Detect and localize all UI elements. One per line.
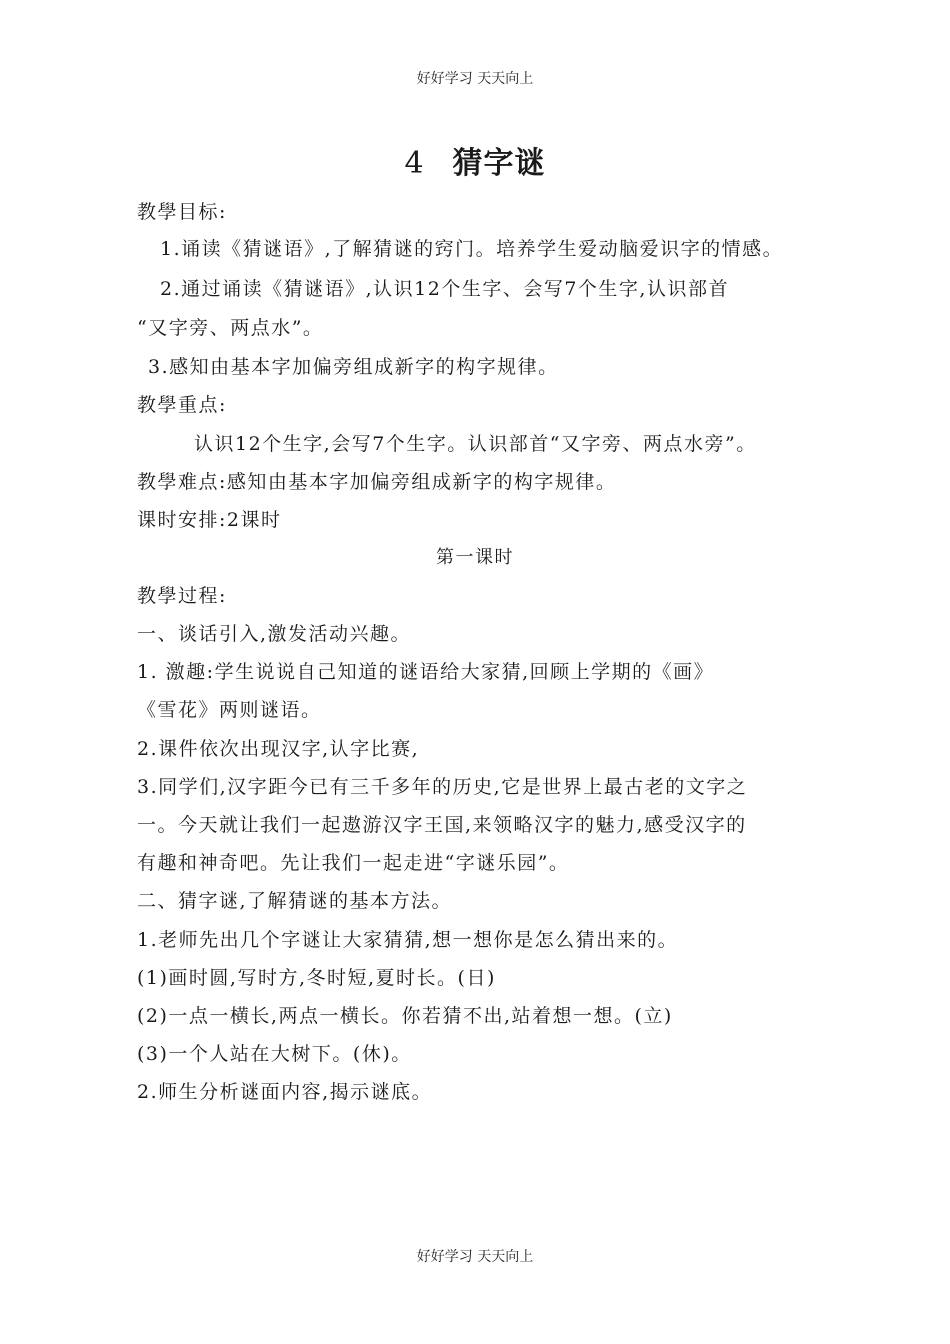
step-two-item-1: 1.老师先出几个字谜让大家猜猜,想一想你是怎么猜出来的。 [137,929,679,951]
section-heading-objectives: 教學目标: [137,201,227,223]
section-heading-key-points: 教學重点: [137,394,227,416]
step-one-item-3-line-3: 有趣和神奇吧。先让我们一起走进“字谜乐园”。 [137,852,570,874]
step-one-item-1-continued: 《雪花》两则谜语。 [137,699,322,721]
riddle-2: (2)一点一横长,两点一横长。你若猜不出,站着想一想。(立) [137,1005,673,1027]
step-two-item-2: 2.师生分析谜面内容,揭示谜底。 [137,1081,433,1103]
riddle-3: (3)一个人站在大树下。(休)。 [137,1043,412,1065]
step-one-heading: 一、谈话引入,激发活动兴趣。 [137,623,412,645]
lesson-title-text: 猜字谜 [452,146,546,181]
step-one-item-2: 2.课件依次出现汉字,认字比赛, [137,738,420,760]
step-one-item-3: 3.同学们,汉字距今已有三千多年的历史,它是世界上最古老的文字之 [137,776,748,798]
step-one-item-3-line-2: 一。今天就让我们一起遨游汉字王国,来领略汉字的魅力,感受汉字的 [137,814,747,836]
step-one-item-1: 1. 激趣:学生说说自己知道的谜语给大家猜,回顾上学期的《画》 [137,661,715,683]
page-header: 好好学习 天天向上 [416,71,534,87]
objective-2: 2.通过诵读《猜谜语》,认识12个生字、会写7个生字,认识部首 [160,278,729,300]
lesson-number: 4 [404,146,425,181]
key-points-text: 认识12个生字,会写7个生字。认识部首“又字旁、两点水旁”。 [194,433,757,455]
schedule: 课时安排:2课时 [137,509,282,531]
objective-1: 1.诵读《猜谜语》,了解猜谜的窍门。培养学生爱动脑爱识字的情感。 [160,238,784,260]
page-footer: 好好学习 天天向上 [416,1249,534,1265]
lesson-title [0,138,950,182]
objective-3: 3.感知由基本字加偏旁组成新字的构字规律。 [148,356,559,378]
difficult-points: 教學难点:感知由基本字加偏旁组成新字的构字规律。 [137,471,617,493]
step-two-heading: 二、猜字谜,了解猜谜的基本方法。 [137,890,453,912]
objective-2-continued: “又字旁、两点水”。 [137,317,324,339]
riddle-1: (1)画时圆,写时方,冬时短,夏时长。(日) [137,967,496,989]
section-heading-process: 教學过程: [137,585,227,607]
lesson-period-heading: 第一课时 [436,547,514,568]
